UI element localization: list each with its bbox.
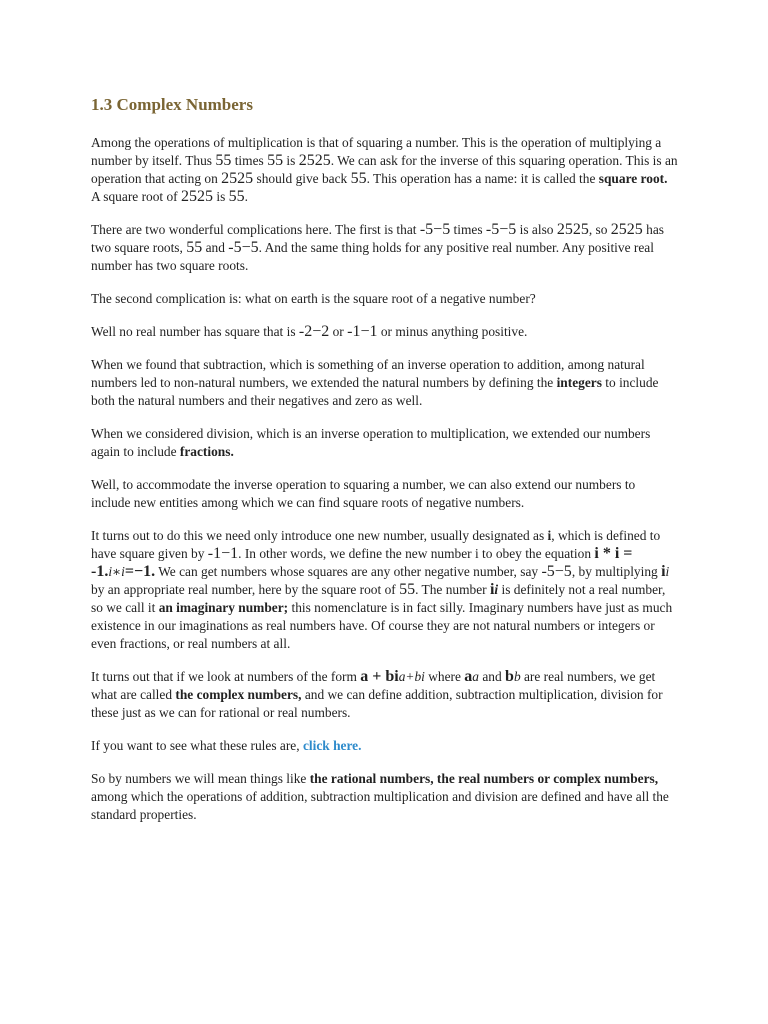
math-neg1: -1−1 [207,545,239,562]
term-fractions: fractions. [179,444,234,459]
math-5: 55 [399,581,416,598]
math-25: 2525 [221,170,254,187]
term-complex-numbers: the complex numbers, [175,687,302,702]
math-a-plus-bi-italic: a+bi [398,669,425,684]
math-i: i [661,563,666,580]
math-equation-italic: i∗i [108,564,125,579]
math-a-italic: a [472,669,479,684]
paragraph-second-complication: The second complication is: what on earth is the square root of a negative number? [91,291,536,306]
math-neg2: -2−2 [298,323,330,340]
math-b: b [505,668,514,685]
math-5: 55 [228,188,245,205]
paragraph-imaginary: It turns out to do this we need only introduce one new number, usually designated as i, which is defined to have square given by -1−1. In other words, we define the new number i to obey the equation i * i = -1.i∗i=−1. We can get numbers whose squares are any other negative number, say -5−5, by multiplying ii by an appropriate real number, here by the square root of 55. The number ii is definitely not a real number, so we call it an imaginary number; this nomenclature is in fact silly. Imaginary numbers have just as much existence in our imaginations as real numbers have. Of course they are not natural numbers or integers or even fractions, or real numbers at all. [91,528,673,651]
math-25: 2525 [298,152,331,169]
paragraph-complications: There are two wonderful complications here. The first is that -5−5 times -5−5 is also 2525, so 2525 has two square roots, 55 and -5−5. And the same thing holds for any positive real number. Any positive real number has two square roots. [91,221,664,273]
math-25: 2525 [556,221,589,238]
paragraph-integers: When we found that subtraction, which is something of an inverse operation to addition, among natural numbers led to non-natural numbers, we extended the natural numbers by defining the integers to include both the natural numbers and their negatives and zero as well. [91,357,659,408]
math-a: a [464,668,473,685]
math-a-plus-bi: a + bi [360,668,399,685]
math-neg5: -5−5 [228,239,259,256]
term-integers: integers [556,375,602,390]
math-b-italic: b [513,669,521,684]
math-25: 2525 [181,188,213,205]
math-5: 55 [350,170,367,187]
paragraph-no-real-number: Well no real number has square that is -2−2 or -1−1 or minus anything positive. [91,323,528,340]
math-equation: i * i = -1. [91,545,633,580]
math-5: 55 [267,152,284,169]
math-neg5: -5−5 [419,221,451,238]
term-imaginary-number: an imaginary number; [158,600,289,615]
paragraph-accommodate: Well, to accommodate the inverse operation to squaring a number, we can also extend our numbers to include new entities among which we can find square roots of negative numbers. [91,477,636,510]
click-here-link[interactable]: click here. [302,738,362,753]
term-square-root: square root. [598,171,668,186]
section-heading: 1.3 Complex Numbers [91,95,253,114]
paragraph-conclusion: So by numbers we will mean things like the rational numbers, the real numbers or complex numbers, among which the operations of addition, subtraction multiplication and division are defined and have all the standard properties. [91,771,669,822]
math-i-italic: i [494,582,499,597]
paragraph-fractions: When we considered division, which is an inverse operation to multiplication, we extended our numbers again to include fractions. [91,426,651,459]
paragraph-rules-link: If you want to see what these rules are, click here. [91,738,362,753]
math-equation-result: =−1. [124,563,156,580]
math-i-italic: i [665,564,670,579]
math-neg5: -5−5 [541,563,572,580]
term-number-systems: the rational numbers, the real numbers or complex numbers, [309,771,659,786]
math-neg1: -1−1 [347,323,378,340]
math-5: 55 [215,152,232,169]
math-25: 2525 [610,221,643,238]
paragraph-complex-numbers: It turns out that if we look at numbers of the form a + bia+bi where aa and bb are real numbers, we get what are called the complex numbers, and we can define addition, subtraction multiplication, division for these just as we can for rational or real numbers. [91,668,663,720]
paragraph-squaring: Among the operations of multiplication is that of squaring a number. This is the operation of multiplying a number by itself. Thus 55 times 55 is 2525. We can ask for the inverse of this squaring operation. This is an operation that acting on 2525 should give back 55. This operation has a name: it is called the square root. A square root of 2525 is 55. [91,135,678,205]
math-neg5: -5−5 [485,221,517,238]
math-5: 55 [186,239,203,256]
math-i: i [489,581,495,598]
term-i: i [547,528,552,543]
